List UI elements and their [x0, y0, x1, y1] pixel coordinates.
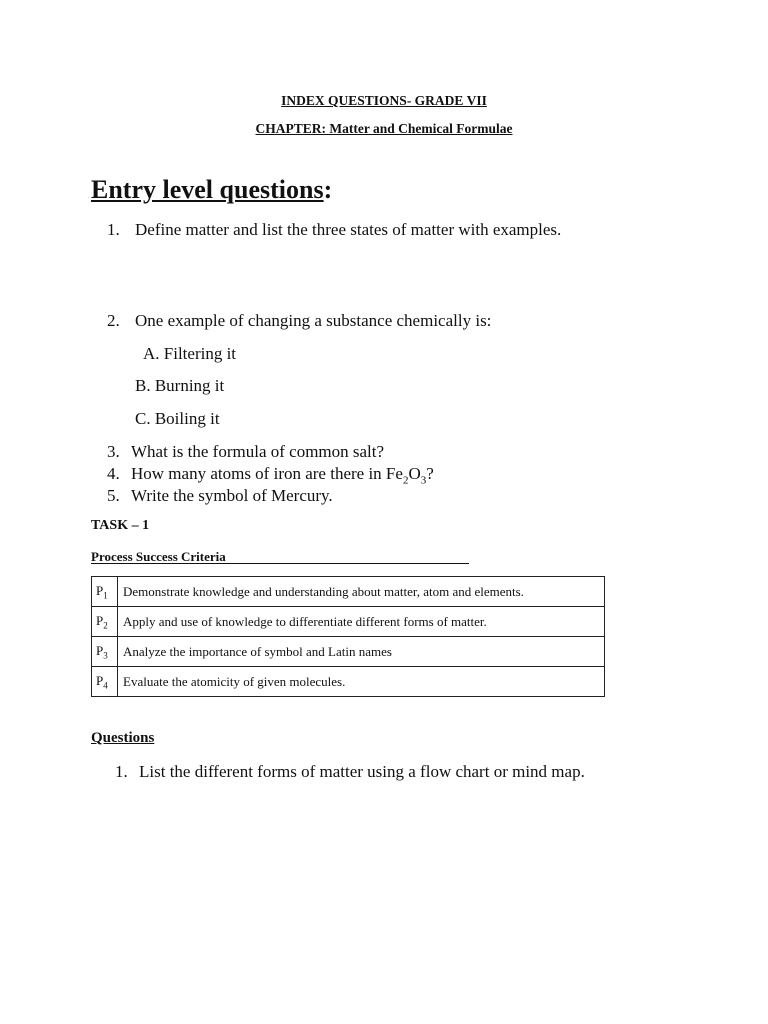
question-text: How many atoms of iron are there in Fe	[131, 464, 403, 483]
table-row	[92, 607, 605, 637]
criteria-code: $P_4$	[92, 667, 118, 697]
entry-question-5	[107, 486, 333, 506]
criteria-text: Apply and use of knowledge to differentiate different forms of matter.	[118, 607, 605, 637]
option-a: A. Filtering it	[143, 344, 237, 363]
entry-level-heading-text: Entry level questions	[91, 175, 324, 204]
task-label: TASK – 1	[91, 518, 150, 533]
question-text: What is the formula of common salt?	[131, 442, 385, 461]
question-text: One example of changing a substance chemically is:	[135, 311, 492, 330]
question-text: Write the symbol of Mercury.	[131, 486, 333, 505]
criteria-table	[91, 576, 605, 697]
question-number: 5.	[107, 486, 120, 505]
entry-level-heading-colon: :	[323, 175, 333, 204]
entry-question-3	[107, 442, 384, 462]
criteria-code: $P_3$	[92, 637, 118, 667]
table-row	[92, 577, 605, 607]
criteria-text: Analyze the importance of symbol and Latin names	[118, 637, 605, 667]
entry-level-heading	[91, 175, 332, 205]
entry-question-4	[107, 464, 434, 486]
criteria-underline	[91, 563, 469, 564]
criteria-code: $P_1$	[92, 577, 118, 607]
option-c: C. Boiling it	[135, 409, 220, 428]
table-row	[92, 637, 605, 667]
table-row	[92, 667, 605, 697]
chapter-title: CHAPTER: Matter and Chemical Formulae	[255, 121, 513, 136]
subscript: 3	[420, 474, 427, 487]
criteria-code: $P_2$	[92, 607, 118, 637]
question-text: Define matter and list the three states of matter with examples.	[135, 220, 562, 239]
task-question-1	[115, 762, 585, 782]
criteria-text: Demonstrate knowledge and understanding about matter, atom and elements.	[118, 577, 605, 607]
subscript: 2	[402, 474, 409, 487]
question-text: List the different forms of matter using a flow chart or mind map.	[139, 762, 585, 781]
question-text-end: ?	[426, 464, 434, 483]
question-number: 1.	[115, 762, 128, 781]
question-number: 1.	[107, 220, 120, 239]
option-b: B. Burning it	[135, 376, 225, 395]
question-text-mid: O	[408, 464, 421, 483]
question-number: 4.	[107, 464, 120, 483]
questions-heading: Questions	[91, 730, 155, 746]
entry-question-2	[107, 311, 491, 331]
question-number: 2.	[107, 311, 120, 330]
question-number: 3.	[107, 442, 120, 461]
entry-question-1	[107, 220, 561, 240]
document-title: INDEX QUESTIONS- GRADE VII	[281, 93, 487, 108]
process-success-criteria-label: Process Success Criteria	[91, 549, 226, 564]
criteria-text: Evaluate the atomicity of given molecules.	[118, 667, 605, 697]
